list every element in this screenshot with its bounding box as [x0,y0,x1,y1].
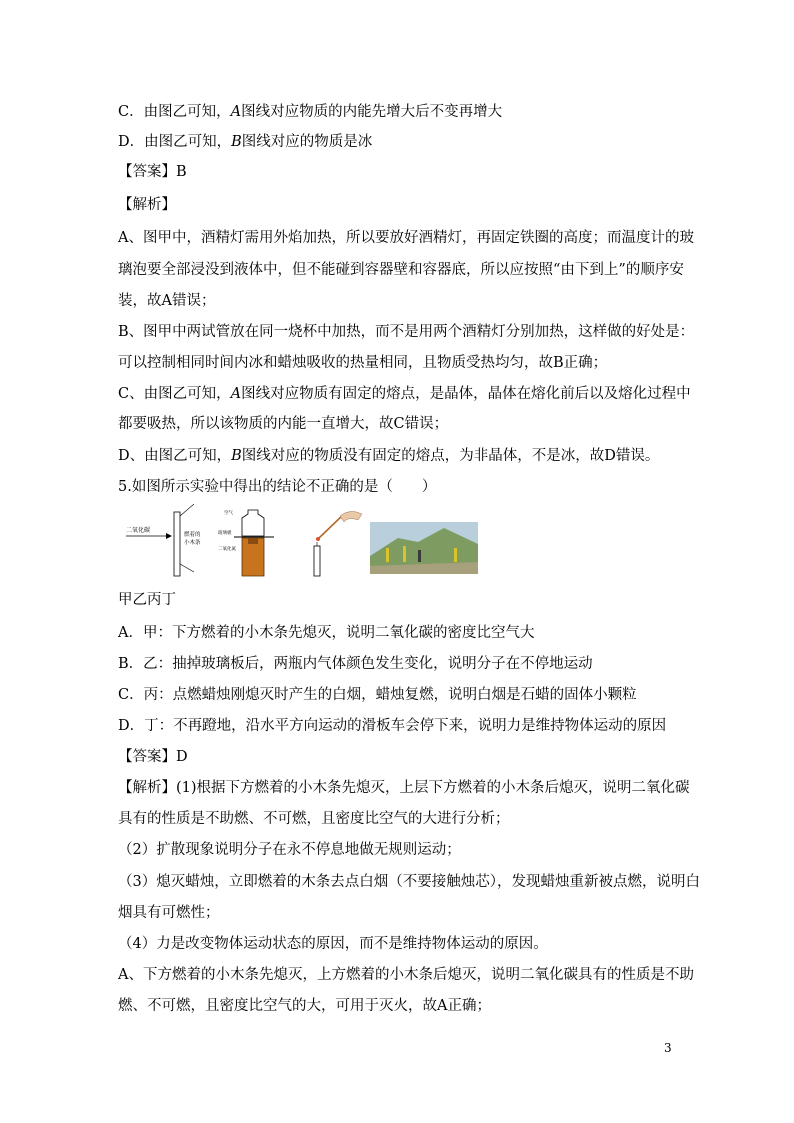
text-line: A、图甲中，酒精灯需用外焰加热，所以要放好酒精灯，再固定铁圈的高度；而温度计的玻 [118,230,694,246]
text-line: （2）扩散现象说明分子在永不停息地做无规则运动； [118,842,461,858]
option-c-line: C．丙：点燃蜡烛刚熄灭时产生的白烟，蜡烛复燃，说明白烟是石蜡的固体小颗粒 [118,687,637,703]
text-line: 装，故A错误； [118,293,216,309]
option-d-line: D．丁：不再蹬地，沿水平方向运动的滑板车会停下来，说明力是维持物体运动的原因 [118,718,667,734]
figure-yi [218,509,274,576]
figure-bing [314,511,362,576]
text-line: 都要吸热，所以该物质的内能一直增大，故C错误； [118,416,449,432]
var-a: A [230,104,242,120]
text-line: A、下方燃着的小木条先熄灭，上方燃着的小木条后熄灭，说明二氧化碳具有的性质是不助 [118,967,694,983]
answer-line: 【答案】B [118,164,187,180]
option-b-line: B．乙：抽掉玻璃板后，两瓶内气体颜色发生变化，说明分子在不停地运动 [118,656,593,672]
figure-caption: 甲乙丙丁 [118,592,176,608]
text-line: 具有的性质是不助燃、不可燃，且密度比空气的大进行分析； [118,811,510,827]
option-c-line: C．由图乙可知，A图线对应物质的内能先增大后不变再增大 [118,104,503,120]
option-d-line: D．由图乙可知，B图线对应的物质是冰 [118,134,373,150]
figure-ding [370,522,478,574]
stick-label-2: 小木条 [184,540,201,546]
text-line: C、由图乙可知，A图线对应物质有固定的熔点，是晶体，晶体在熔化前后以及熔化过程中 [118,386,691,402]
bottle-bottom-label: 二氧化氮 [218,547,236,552]
var-b: B [231,134,242,150]
text-line: （3）熄灭蜡烛，立即燃着的木条去点白烟（不要接触烛芯），发现蜡烛重新被点燃，说明白 [118,874,700,890]
question-title: 5.如图所示实验中得出的结论不正确的是（ ） [118,479,437,495]
analysis-heading: 【解析】 [118,197,176,213]
glass-plate-label: 玻璃板 [218,531,232,536]
analysis-line: 【解析】(1)根据下方燃着的小木条先熄灭，上层下方燃着的小木条后熄灭，说明二氧化碳 [118,780,690,796]
stick-label-1: 燃着的 [184,532,201,538]
text-line: B、图甲中两试管放在同一烧杯中加热，而不是用两个酒精灯分别加热，这样做的好处是： [118,324,695,340]
bottle-top-label: 空气 [224,511,233,516]
text-line: 燃、不可燃，且密度比空气的大，可用于灭火，故A正确； [118,998,491,1014]
co2-label: 二氧化碳 [126,527,151,534]
figure-jia [126,504,201,576]
text-line: （4）力是改变物体运动状态的原因，而不是维持物体运动的原因。 [118,936,548,952]
text-line: D、由图乙可知，B图线对应的物质没有固定的熔点，为非晶体，不是冰，故D错误。 [118,448,660,464]
text-line: 可以控制相同时间内冰和蜡烛吸收的热量相同，且物质受热均匀，故B正确； [118,355,608,371]
text-line: 璃泡要全部浸没到液体中，但不能碰到容器壁和容器底，所以应按照“由下到上”的顺序安 [118,262,684,278]
answer-line: 【答案】D [118,749,188,765]
experiment-figures [118,504,488,580]
option-a-line: A．甲：下方燃着的小木条先熄灭，说明二氧化碳的密度比空气大 [118,625,535,641]
page-number: 3 [664,1041,672,1055]
text-line: 烟具有可燃性； [118,905,220,921]
